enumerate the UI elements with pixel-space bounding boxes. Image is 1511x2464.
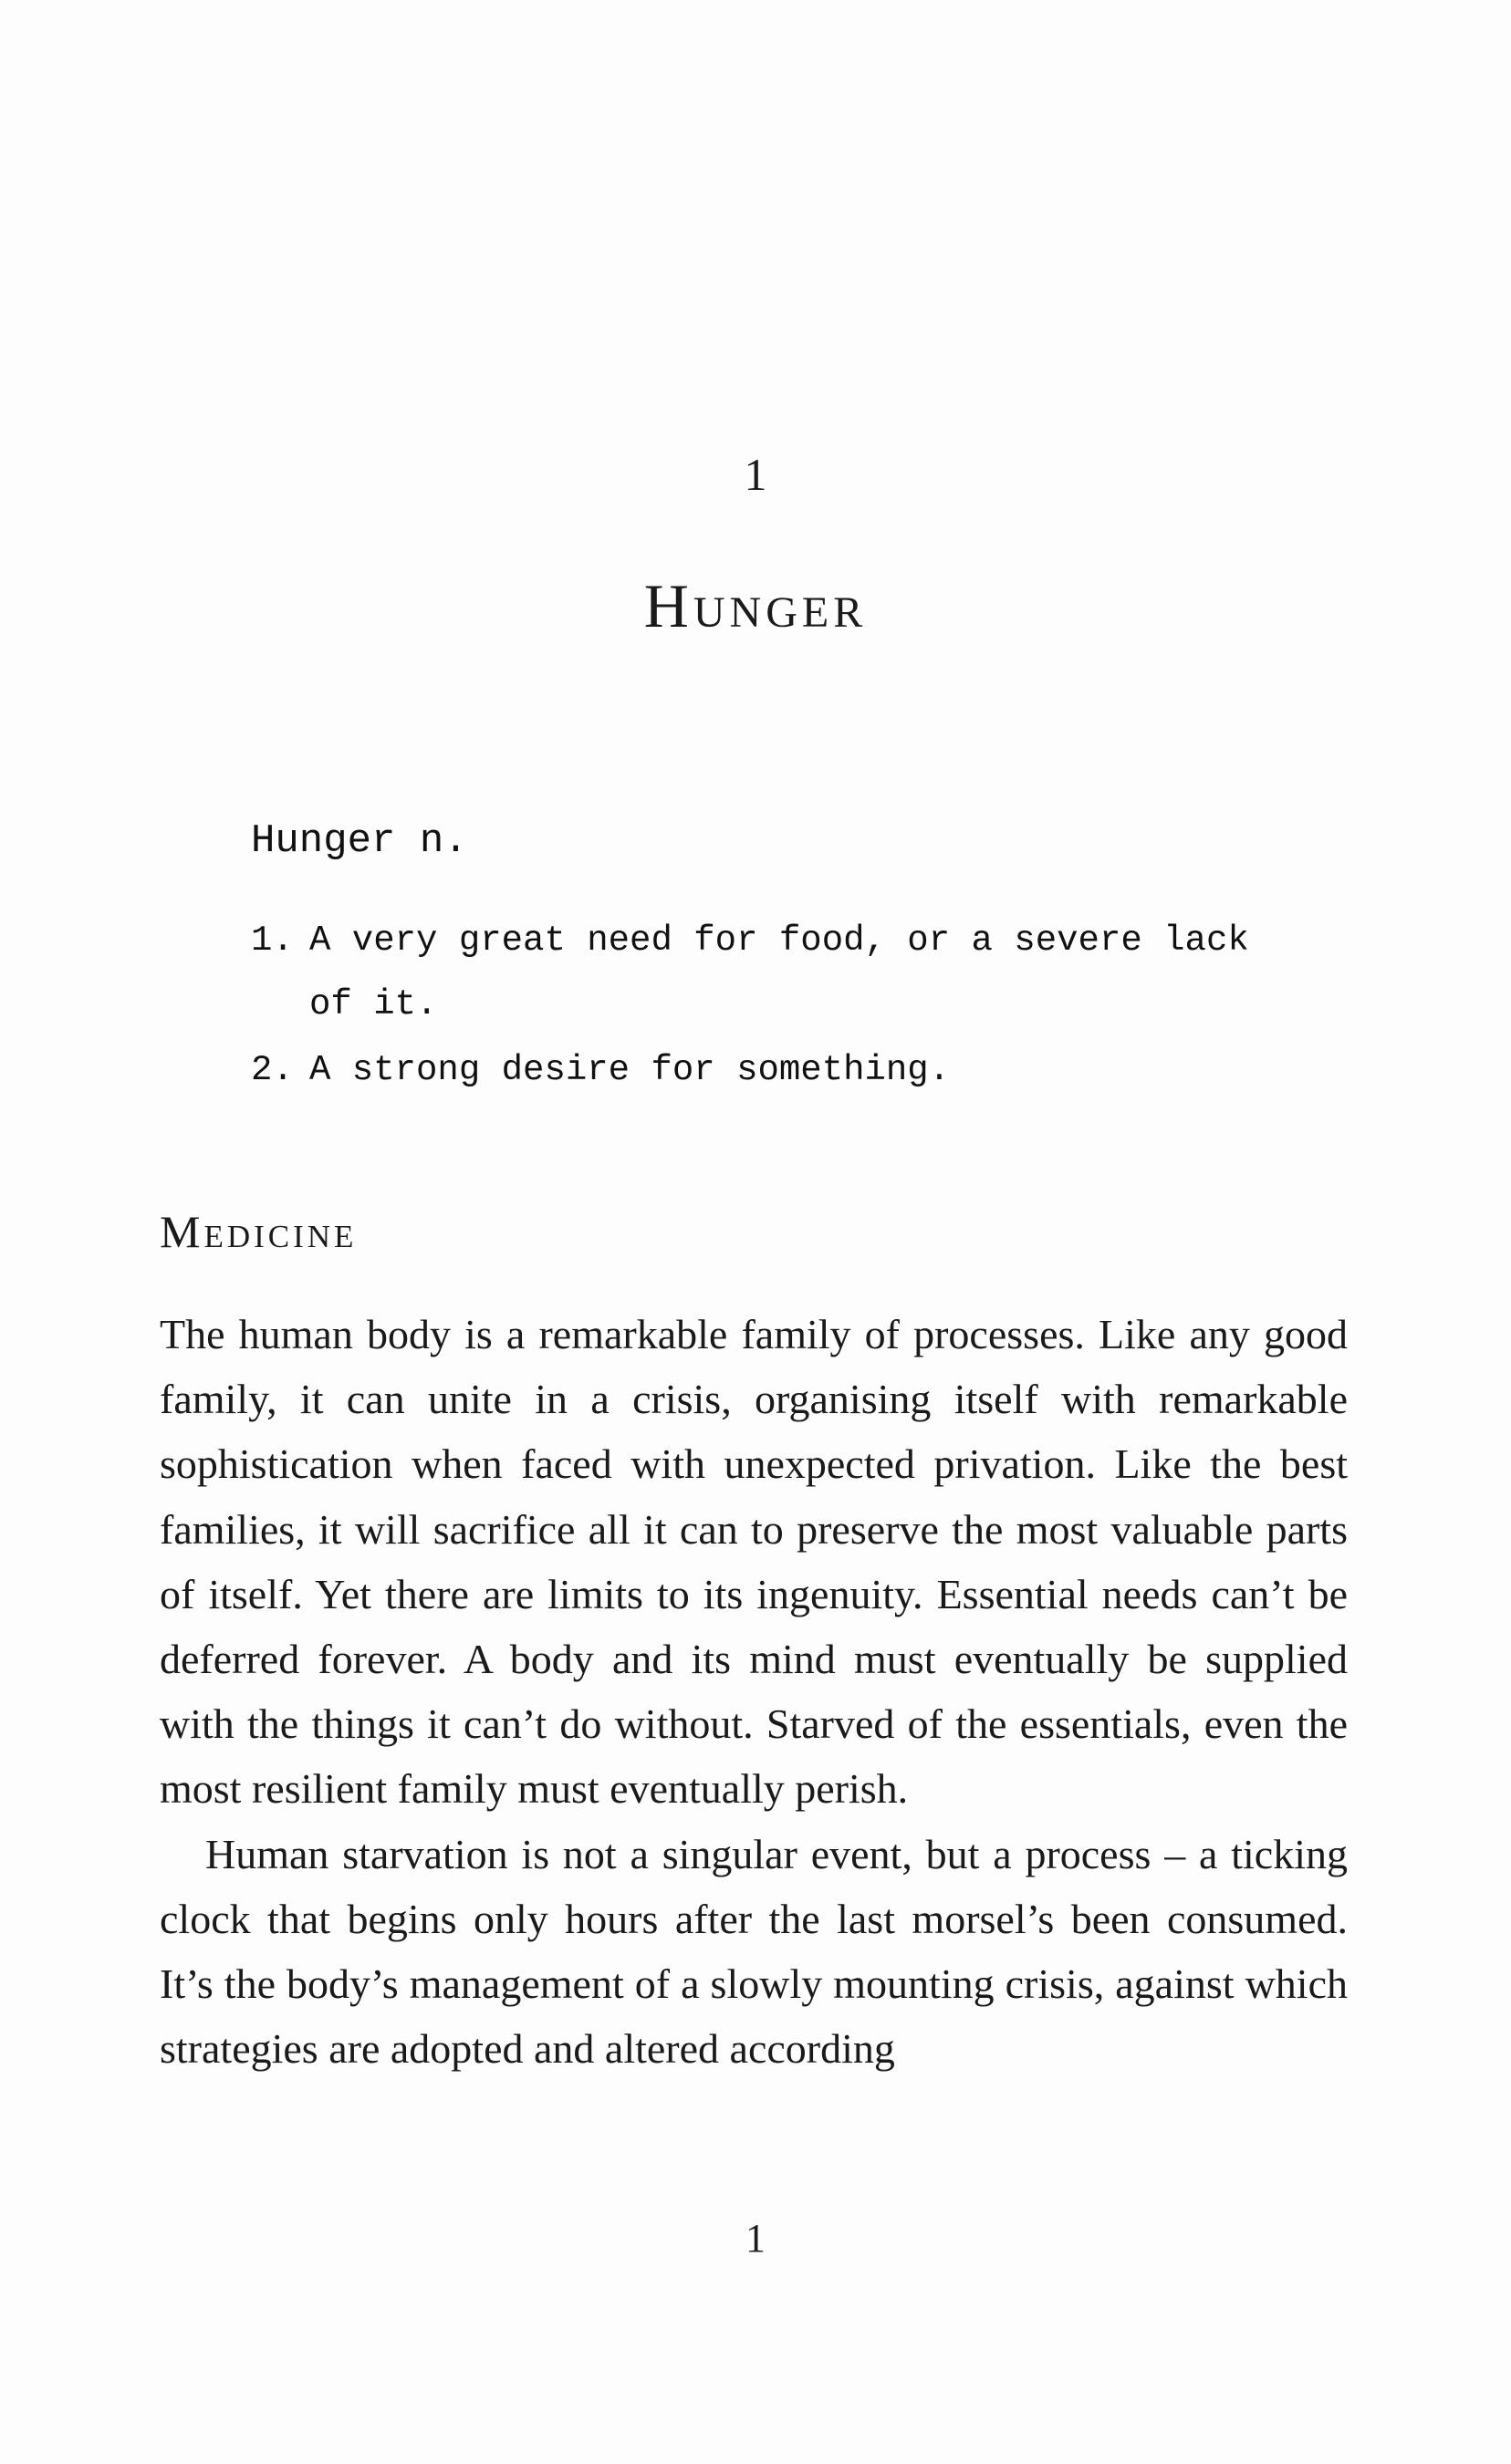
definition-item <box>251 909 1300 1036</box>
definition-item-text: A very great need for food, or a severe lack of it. <box>309 920 1249 1024</box>
definition-term: Hunger n. <box>251 818 468 864</box>
chapter-title: Hunger <box>643 571 868 640</box>
paragraph: Human starvation is not a singular event, but a process – a ticking clock that begins only hours after the last morsel’s been consumed. It’s the body’s management of a slowly mounting crisis, against which strategies are adopted and altered according <box>160 1830 1348 2073</box>
definition-item-text: A strong desire for something. <box>309 1050 951 1090</box>
section-heading: Medicine <box>160 1206 358 1257</box>
body-text <box>160 1302 1348 2081</box>
definition-list <box>251 909 1300 1102</box>
definition-item-number: 1. <box>251 920 294 961</box>
definition-item-number: 2. <box>251 1050 294 1090</box>
definition-item <box>251 1038 1300 1102</box>
paragraph: The human body is a remarkable family of processes. Like any good family, it can unite in a crisis, organising itself with remarkable sophistication when faced with unexpected privation. Like the best families, it will sacrifice all it can to preserve the most valuable parts of itself. Yet there are limits to its ingenuity. Essential needs can’t be deferred forever. A body and its mind must eventually be supplied with the things it can’t do without. Starved of the essentials, even the most resilient family must eventually perish. <box>160 1311 1348 1813</box>
chapter-number: 1 <box>744 449 767 500</box>
dictionary-definition <box>251 818 1300 1102</box>
page-number: 1 <box>745 2216 766 2261</box>
